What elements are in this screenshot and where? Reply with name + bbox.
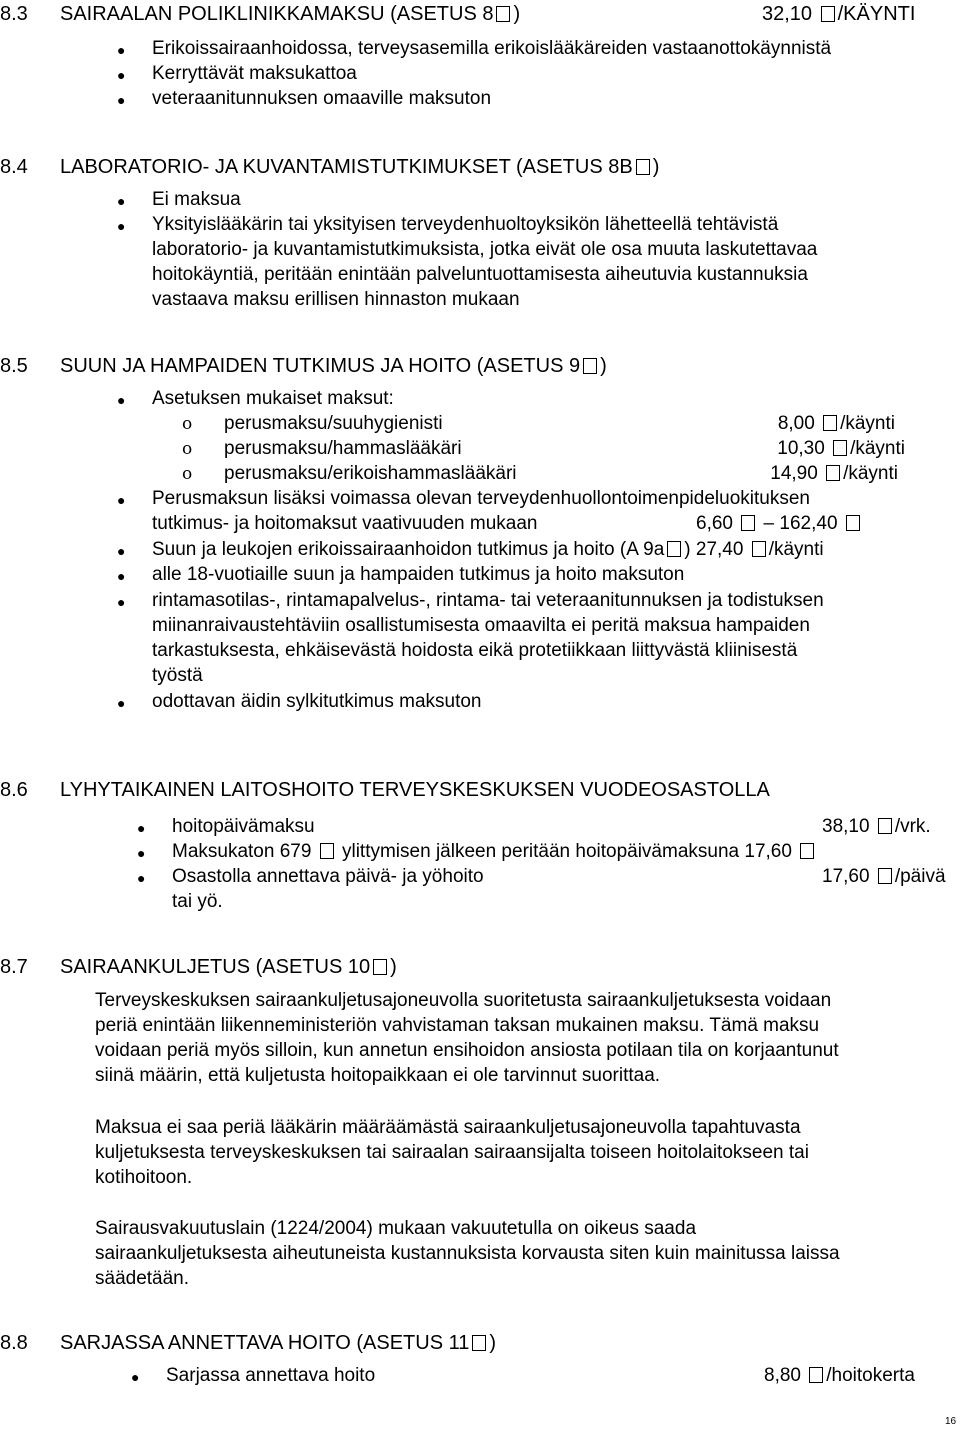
paragraph-line: kuljetuksesta terveyskeskuksen tai sairaalan sairaansijalta toiseen hoitolaitokseen tai xyxy=(95,1142,809,1163)
bullet-icon: ● xyxy=(117,392,126,408)
missing-glyph-icon xyxy=(809,1367,823,1383)
missing-glyph-icon xyxy=(472,1335,486,1351)
sublist-item-price: 8,00 /käynti xyxy=(777,413,895,434)
section-number: 8.7 xyxy=(0,956,28,978)
list-item: hoitopäivämaksu xyxy=(172,816,315,837)
paragraph-line: siinä määrin, että kuljetusta hoitopaikkaan ei ole tarvinnut suorittaa. xyxy=(95,1065,661,1086)
missing-glyph-icon xyxy=(800,843,814,859)
list-item: Kerryttävät maksukattoa xyxy=(152,63,357,84)
missing-glyph-icon xyxy=(826,465,840,481)
list-item-price: 17,60 /päivä xyxy=(822,866,946,887)
list-item-price: 8,80 /hoitokerta xyxy=(764,1365,915,1386)
list-item: veteraanitunnuksen omaaville maksuton xyxy=(152,88,492,109)
paragraph-line: Sairausvakuutuslain (1224/2004) mukaan vakuutetulla on oikeus saada xyxy=(95,1218,697,1239)
paragraph-line: sairaankuljetuksesta aiheutuneista kustannuksista korvausta siten kuin mainitussa laissa xyxy=(95,1243,840,1264)
section-number: 8.3 xyxy=(0,3,28,25)
section-number: 8.5 xyxy=(0,355,28,377)
missing-glyph-icon xyxy=(823,415,837,431)
list-item: Asetuksen mukaiset maksut: xyxy=(152,388,394,409)
section-number: 8.6 xyxy=(0,779,28,801)
bullet-icon: ● xyxy=(117,594,126,610)
missing-glyph-icon xyxy=(583,358,597,374)
missing-glyph-icon xyxy=(741,515,755,531)
list-item: alle 18-vuotiaille suun ja hampaiden tutkimus ja hoito maksuton xyxy=(152,564,685,585)
sublist-item-label: perusmaksu/erikoishammaslääkäri xyxy=(224,463,517,484)
missing-glyph-icon xyxy=(320,843,334,859)
list-item: Yksityislääkärin tai yksityisen terveydenhuoltoyksikön lähetteellä tehtävistä xyxy=(152,214,779,235)
list-item-price: 38,10 /vrk. xyxy=(822,816,931,837)
list-item: Osastolla annettava päivä- ja yöhoito xyxy=(172,866,484,887)
bullet-icon: ● xyxy=(137,820,146,836)
section-title: SAIRAANKULJETUS (ASETUS 10 ) xyxy=(60,956,397,978)
section-title: SARJASSA ANNETTAVA HOITO (ASETUS 11 ) xyxy=(60,1332,497,1354)
bullet-icon: ● xyxy=(117,568,126,584)
paragraph-line: säädetään. xyxy=(95,1268,190,1289)
circle-bullet-icon: o xyxy=(182,439,193,459)
missing-glyph-icon xyxy=(878,868,892,884)
paragraph-line: Maksua ei saa periä lääkärin määräämästä sairaankuljetusajoneuvolla tapahtuvasta xyxy=(95,1117,801,1138)
missing-glyph-icon xyxy=(878,818,892,834)
list-item-continuation: tarkastuksesta, ehkäisevästä hoidosta eikä protetiikkaan liittyvästä kliinisestä xyxy=(152,640,798,661)
list-item-continuation: tai yö. xyxy=(172,891,223,912)
list-item: Maksukaton 679 ylittymisen jälkeen peritään hoitopäivämaksuna 17,60 xyxy=(172,840,817,864)
missing-glyph-icon xyxy=(496,6,510,22)
page-number: 16 xyxy=(945,1416,957,1427)
missing-glyph-icon xyxy=(752,541,766,557)
missing-glyph-icon xyxy=(636,159,650,175)
bullet-icon: ● xyxy=(117,42,126,58)
list-item: odottavan äidin sylkitutkimus maksuton xyxy=(152,691,482,712)
sublist-item-price: 10,30 /käynti xyxy=(777,438,905,459)
circle-bullet-icon: o xyxy=(182,414,193,434)
list-item-continuation: hoitokäyntiä, peritään enintään palveluntuottamisesta aiheutuvia kustannuksia xyxy=(152,264,808,285)
sublist-item-price: 14,90 /käynti xyxy=(770,463,898,484)
list-item-continuation: vastaava maksu erillisen hinnaston mukaan xyxy=(152,289,520,310)
missing-glyph-icon xyxy=(373,959,387,975)
section-title: SAIRAALAN POLIKLINIKKAMAKSU (ASETUS 8 ) xyxy=(60,3,521,25)
paragraph-line: kotihoitoon. xyxy=(95,1167,193,1188)
list-item-continuation: laboratorio- ja kuvantamistutkimuksista, jotka eivät ole osa muuta laskutettavaa xyxy=(152,239,818,260)
bullet-icon: ● xyxy=(117,92,126,108)
list-item: Ei maksua xyxy=(152,189,241,210)
section-title: LYHYTAIKAINEN LAITOSHOITO TERVEYSKESKUKSEN VUODEOSASTOLLA xyxy=(60,779,770,801)
paragraph-line: voidaan periä myös silloin, kun annetun ensihoidon ansiosta potilaan tila on korjaantunut xyxy=(95,1040,839,1061)
missing-glyph-icon xyxy=(846,515,860,531)
list-item-continuation: tutkimus- ja hoitomaksut vaativuuden mukaan xyxy=(152,513,538,534)
bullet-icon: ● xyxy=(117,695,126,711)
section-title: LABORATORIO- JA KUVANTAMISTUTKIMUKSET (ASETUS 8B ) xyxy=(60,156,660,178)
section-number: 8.4 xyxy=(0,156,28,178)
section-number: 8.8 xyxy=(0,1332,28,1354)
list-item-continuation: työstä xyxy=(152,665,203,686)
bullet-icon: ● xyxy=(137,845,146,861)
bullet-icon: ● xyxy=(117,193,126,209)
paragraph-line: periä enintään liikenneministeriön vahvistaman taksan mukainen maksu. Tämä maksu xyxy=(95,1015,820,1036)
bullet-icon: ● xyxy=(117,543,126,559)
list-item: Suun ja leukojen erikoissairaanhoidon tutkimus ja hoito (A 9a ) 27,40 /käynti xyxy=(152,539,824,560)
list-item-continuation: miinanraivaustehtäviin osallistumisesta omaavilta ei peritä maksua hampaiden xyxy=(152,615,810,636)
section-title: SUUN JA HAMPAIDEN TUTKIMUS JA HOITO (ASETUS 9 ) xyxy=(60,355,607,377)
price-range: 6,60 – 162,40 xyxy=(696,512,863,536)
missing-glyph-icon xyxy=(821,6,835,22)
sublist-item-label: perusmaksu/hammaslääkäri xyxy=(224,438,462,459)
missing-glyph-icon xyxy=(667,541,681,557)
paragraph-line: Terveyskeskuksen sairaankuljetusajoneuvolla suoritetusta sairaankuljetuksesta voidaan xyxy=(95,990,832,1011)
bullet-icon: ● xyxy=(117,67,126,83)
list-item: rintamasotilas-, rintamapalvelus-, rintama- tai veteraanitunnuksen ja todistuksen xyxy=(152,590,824,611)
bullet-icon: ● xyxy=(117,492,126,508)
list-item: Perusmaksun lisäksi voimassa olevan terveydenhuollontoimenpideluokituksen xyxy=(152,488,810,509)
missing-glyph-icon xyxy=(833,440,847,456)
list-item: Sarjassa annettava hoito xyxy=(166,1365,376,1386)
sublist-item-label: perusmaksu/suuhygienisti xyxy=(224,413,443,434)
bullet-icon: ● xyxy=(137,870,146,886)
list-item: Erikoissairaanhoidossa, terveysasemilla erikoislääkäreiden vastaanottokäynnistä xyxy=(152,38,832,59)
bullet-icon: ● xyxy=(131,1369,140,1385)
bullet-icon: ● xyxy=(117,218,126,234)
circle-bullet-icon: o xyxy=(182,464,193,484)
section-fee: 32,10 /KÄYNTI xyxy=(762,3,916,25)
